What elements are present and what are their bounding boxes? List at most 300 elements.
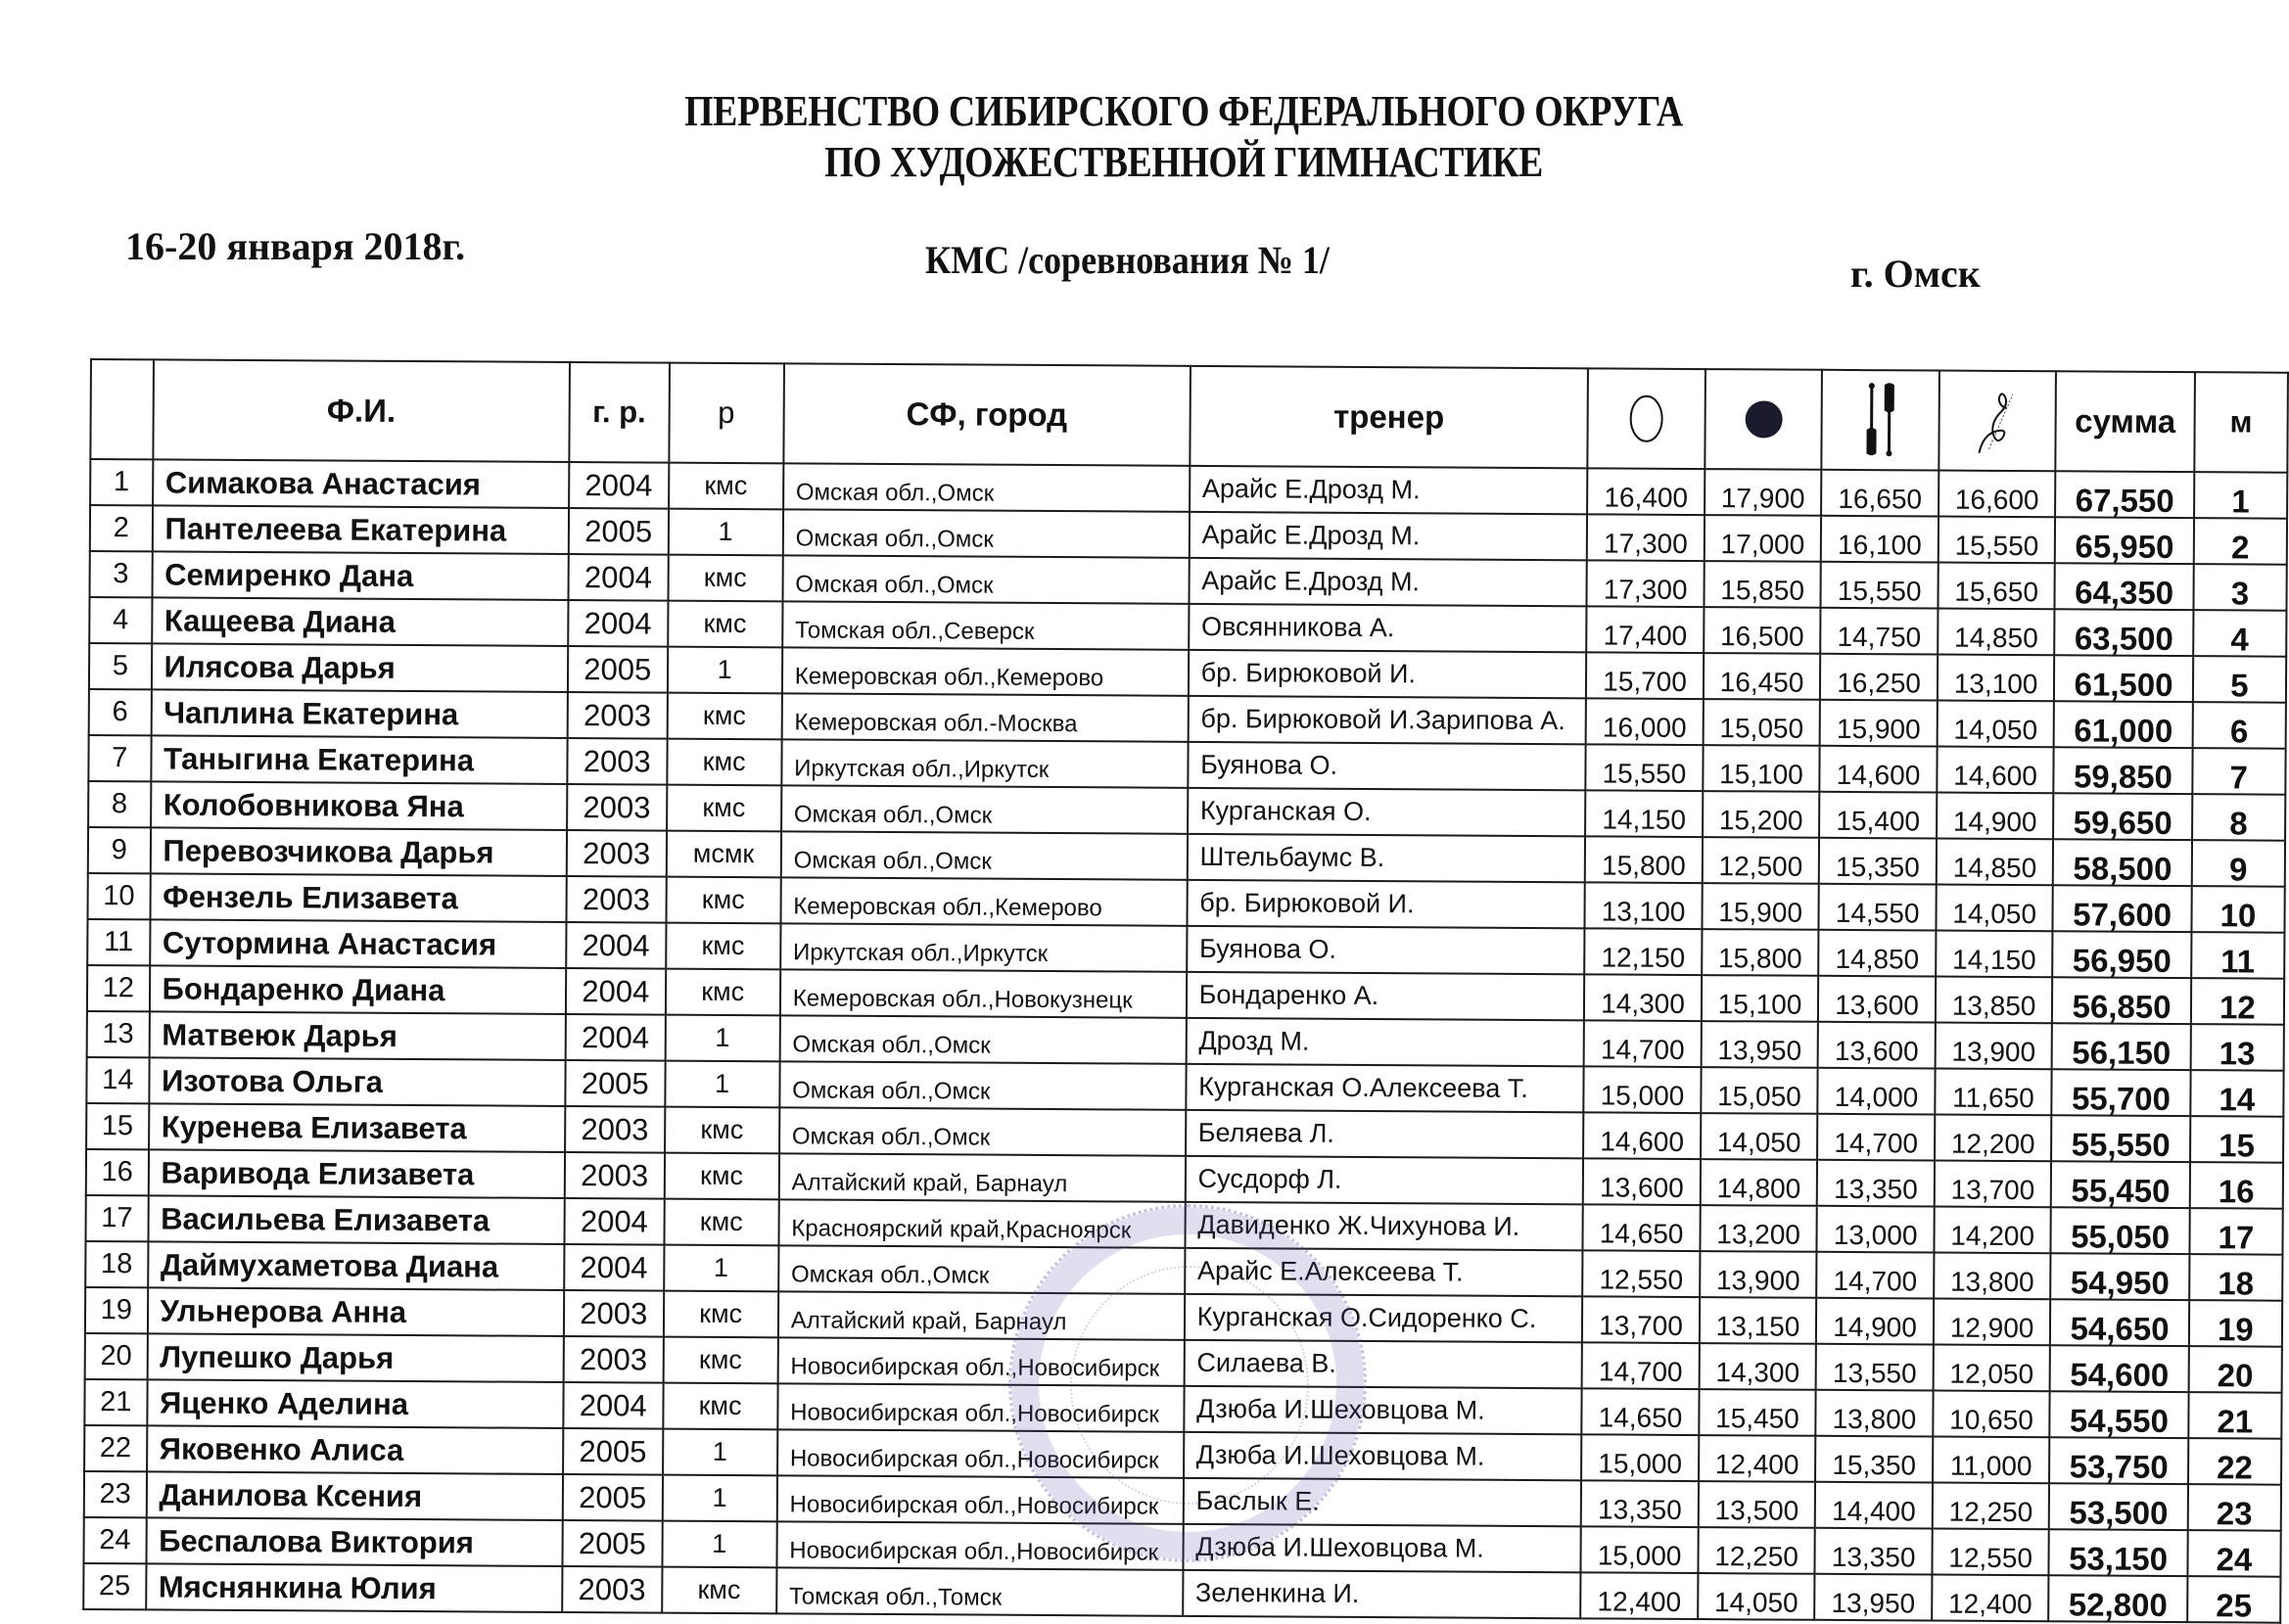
athlete-name: Изотова Ольга: [161, 1062, 384, 1099]
final-place: 4: [2230, 620, 2249, 657]
score-hoop: 13,700: [1599, 1309, 1683, 1341]
score-ball-cell: [1700, 1205, 1817, 1252]
score-ribbon: 15,650: [1954, 576, 2039, 607]
coach-name: Курганская О.Сидоренко С.: [1196, 1301, 1537, 1334]
score-clubs: 14,750: [1837, 621, 1922, 652]
sport-rank-cell: [665, 969, 779, 1016]
row-number-cell: [85, 1333, 148, 1379]
row-number: 1: [113, 466, 130, 498]
score-hoop-cell: [1581, 1526, 1699, 1573]
col-header-number: [90, 359, 153, 459]
athlete-name-cell: [151, 781, 568, 830]
row-number-cell: [88, 827, 151, 873]
score-clubs: 13,000: [1833, 1219, 1918, 1250]
final-place-cell: [2191, 978, 2285, 1025]
score-ball-cell: [1705, 469, 1822, 516]
score-clubs-cell: [1819, 884, 1937, 931]
sport-rank: кмс: [703, 608, 747, 639]
final-place: 10: [2219, 896, 2257, 934]
birth-year-cell: [567, 830, 667, 877]
region-city: Красноярский край,Красноярск: [791, 1214, 1132, 1244]
athlete-name: Кащеева Диана: [164, 602, 397, 639]
sport-rank: 1: [713, 1252, 729, 1282]
total-score: 53,750: [2069, 1447, 2169, 1485]
score-hoop-cell: [1581, 1434, 1699, 1481]
total-score-cell: [2051, 1253, 2190, 1300]
score-ribbon: 14,600: [1953, 760, 2037, 791]
row-number: 22: [99, 1432, 132, 1464]
score-hoop: 14,700: [1598, 1355, 1683, 1387]
final-place-cell: [2192, 794, 2286, 841]
row-number-cell: [84, 1379, 147, 1425]
score-ribbon-cell: [1937, 747, 2054, 794]
region-city-cell: [778, 1153, 1185, 1202]
score-ball-cell: [1702, 883, 1819, 930]
score-ribbon-cell: [1938, 609, 2055, 656]
coach-name-cell: [1186, 1110, 1584, 1158]
coach-name: Баслык Е.: [1195, 1485, 1320, 1516]
birth-year: 2004: [584, 467, 653, 503]
region-city: Иркутская обл.,Иркутск: [794, 754, 1050, 783]
total-score: 55,450: [2071, 1171, 2171, 1209]
birth-year-cell: [568, 600, 668, 647]
final-place: 11: [2220, 942, 2256, 980]
birth-year: 2003: [581, 1111, 649, 1146]
sport-rank: кмс: [699, 1298, 743, 1329]
score-hoop: 13,350: [1597, 1493, 1682, 1525]
birth-year-cell: [566, 922, 666, 969]
row-number: 7: [112, 742, 128, 774]
sport-rank: кмс: [703, 562, 747, 593]
score-ribbon: 13,850: [1951, 990, 2036, 1021]
athlete-name: Бондаренко Диана: [162, 970, 445, 1007]
score-hoop-cell: [1582, 1388, 1700, 1435]
region-city-cell: [776, 1475, 1183, 1524]
score-clubs: 15,550: [1837, 575, 1922, 606]
sport-rank-cell: [667, 693, 781, 740]
row-number-cell: [85, 1195, 148, 1241]
score-clubs-cell: [1816, 1298, 1934, 1345]
sport-rank: кмс: [697, 1574, 741, 1605]
athlete-name: Таныгина Екатерина: [163, 740, 475, 777]
score-ribbon-cell: [1936, 977, 2053, 1024]
sport-rank: кмс: [701, 884, 745, 915]
sport-rank-cell: [665, 1107, 779, 1154]
total-score: 53,500: [2069, 1493, 2169, 1531]
score-clubs: 15,350: [1832, 1449, 1917, 1480]
athlete-name-cell: [147, 1287, 564, 1336]
col-header-hoop: [1588, 368, 1705, 469]
score-ribbon-cell: [1935, 1023, 2052, 1070]
score-clubs: 13,350: [1831, 1541, 1916, 1572]
score-clubs-cell: [1820, 654, 1938, 701]
region-city: Новосибирская обл.,Новосибирск: [790, 1398, 1159, 1428]
competition-name: КМС /соревнования № 1/: [925, 238, 1330, 282]
score-clubs-cell: [1815, 1482, 1933, 1529]
total-score: 55,550: [2071, 1125, 2171, 1163]
coach-name-cell: [1184, 1386, 1582, 1434]
score-ball: 17,000: [1720, 528, 1805, 560]
athlete-name: Данилова Ксения: [159, 1476, 423, 1513]
athlete-name: Лупешко Дарья: [160, 1338, 395, 1375]
score-ball-cell: [1704, 561, 1821, 608]
score-clubs: 13,600: [1835, 989, 1919, 1020]
total-score: 61,500: [2074, 665, 2173, 703]
region-city-cell: [779, 1107, 1186, 1156]
row-number-cell: [83, 1517, 146, 1563]
score-hoop: 15,000: [1597, 1539, 1682, 1571]
score-ribbon: 12,900: [1949, 1312, 2034, 1343]
score-clubs: 14,900: [1833, 1311, 1917, 1342]
coach-name: Овсянникова А.: [1200, 611, 1395, 643]
sport-rank-cell: [663, 1291, 777, 1338]
sport-rank-cell: [667, 647, 781, 694]
score-hoop: 14,600: [1600, 1125, 1685, 1157]
sport-rank-cell: [669, 463, 783, 510]
score-clubs-cell: [1817, 1206, 1935, 1253]
region-city: Омская обл.,Омск: [795, 478, 995, 507]
total-score: 55,700: [2071, 1079, 2172, 1117]
row-number: 14: [102, 1064, 134, 1096]
score-ball-cell: [1702, 975, 1819, 1022]
birth-year-cell: [568, 646, 668, 693]
final-place: 8: [2229, 804, 2248, 841]
row-number-cell: [86, 1149, 149, 1195]
birth-year-cell: [566, 876, 666, 923]
sport-rank-cell: [665, 1015, 779, 1062]
row-number: 11: [103, 926, 134, 958]
score-ball-cell: [1703, 791, 1820, 838]
birth-year: 2003: [583, 743, 651, 779]
score-ribbon: 11,000: [1949, 1450, 2032, 1481]
athlete-name-cell: [148, 1241, 565, 1290]
sport-rank: 1: [712, 1482, 727, 1512]
coach-name-cell: [1188, 788, 1586, 836]
score-hoop-cell: [1583, 1204, 1701, 1251]
region-city-cell: [781, 785, 1188, 834]
final-place-cell: [2193, 656, 2287, 703]
region-city: Новосибирская обл.,Новосибирск: [789, 1536, 1159, 1566]
score-clubs: 16,100: [1838, 529, 1922, 560]
score-ribbon-cell: [1937, 793, 2054, 840]
region-city: Кемеровская обл.,Кемерово: [794, 662, 1104, 691]
athlete-name-cell: [151, 643, 568, 692]
sport-rank: кмс: [704, 470, 748, 501]
athlete-name-cell: [153, 459, 570, 508]
birth-year: 2004: [584, 559, 653, 595]
coach-name-cell: [1187, 834, 1585, 882]
ball-icon: [1742, 397, 1785, 441]
score-hoop-cell: [1584, 974, 1702, 1021]
final-place: 22: [2217, 1448, 2253, 1486]
region-city-cell: [783, 509, 1190, 558]
athlete-name: Мяснянкина Юлия: [158, 1568, 437, 1605]
score-ribbon: 12,200: [1950, 1128, 2035, 1159]
score-ribbon: 14,850: [1952, 852, 2037, 883]
birth-year: 2004: [581, 1019, 650, 1055]
athlete-name-cell: [146, 1471, 563, 1520]
score-hoop-cell: [1580, 1572, 1698, 1619]
coach-name-cell: [1186, 1064, 1584, 1112]
birth-year: 2005: [581, 1065, 649, 1100]
athlete-name: Пантелеева Екатерина: [164, 510, 507, 548]
birth-year-cell: [565, 1106, 665, 1153]
coach-name: бр. Бирюковой И.: [1200, 657, 1417, 689]
score-ball-cell: [1699, 1389, 1816, 1436]
coach-name: Дзюба И.Шеховцова М.: [1195, 1531, 1484, 1563]
score-clubs-cell: [1818, 1068, 1936, 1115]
athlete-name: Куренева Елизавета: [161, 1108, 467, 1145]
coach-name: Давиденко Ж.Чихунова И.: [1197, 1209, 1520, 1241]
score-ball-cell: [1701, 1021, 1818, 1068]
sport-rank-cell: [666, 877, 780, 924]
athlete-name: Семиренко Дана: [164, 556, 414, 593]
athlete-name-cell: [147, 1379, 564, 1428]
score-clubs-cell: [1820, 700, 1938, 747]
score-hoop-cell: [1584, 1020, 1702, 1067]
total-score-cell: [2055, 517, 2194, 564]
score-ball-cell: [1699, 1343, 1816, 1390]
score-clubs-cell: [1821, 608, 1939, 655]
score-clubs: 13,550: [1832, 1357, 1917, 1388]
athlete-name-cell: [147, 1425, 564, 1474]
score-ribbon-cell: [1934, 1207, 2051, 1254]
total-score: 59,850: [2073, 757, 2173, 795]
athlete-name: Фензель Елизавета: [163, 878, 458, 915]
score-ball-cell: [1703, 837, 1820, 884]
birth-year: 2003: [582, 881, 650, 917]
sport-rank-cell: [664, 1199, 778, 1246]
coach-name: Курганская О.Алексеева Т.: [1198, 1071, 1528, 1103]
score-ball: 15,900: [1718, 896, 1803, 928]
score-ribbon: 16,600: [1954, 484, 2039, 515]
score-ball: 14,300: [1715, 1356, 1800, 1388]
score-ribbon: 12,050: [1949, 1358, 2034, 1389]
score-clubs: 15,350: [1836, 851, 1920, 882]
athlete-name: Перевозчикова Дарья: [163, 832, 494, 870]
sport-rank: кмс: [701, 930, 745, 961]
athlete-name: Варивода Елизавета: [161, 1154, 475, 1191]
score-clubs: 13,350: [1834, 1173, 1918, 1204]
coach-name: Бондаренко А.: [1198, 979, 1379, 1011]
total-score-cell: [2051, 1207, 2190, 1254]
score-hoop: 13,100: [1601, 895, 1686, 927]
birth-year-cell: [564, 1336, 664, 1383]
row-number-cell: [87, 965, 150, 1011]
final-place-cell: [2190, 1070, 2284, 1117]
document-title-line2: ПО ХУДОЖЕСТВЕННОЙ ГИМНАСТИКЕ: [824, 138, 1543, 186]
row-number-cell: [83, 1563, 146, 1609]
score-hoop-cell: [1587, 468, 1705, 515]
coach-name-cell: [1187, 972, 1585, 1020]
region-city-cell: [776, 1567, 1183, 1616]
athlete-name: Даймухаметова Диана: [160, 1246, 499, 1284]
region-city: Омская обл.,Омск: [790, 1260, 990, 1289]
score-ball: 15,100: [1719, 758, 1803, 790]
sport-rank: кмс: [702, 700, 746, 731]
row-number: 16: [101, 1156, 133, 1188]
final-place-cell: [2189, 1300, 2283, 1347]
final-place-cell: [2193, 610, 2287, 657]
birth-year-cell: [563, 1474, 663, 1521]
total-score-cell: [2048, 1575, 2187, 1622]
total-score-cell: [2054, 701, 2193, 748]
score-ribbon-cell: [1938, 563, 2055, 610]
score-clubs: 14,600: [1836, 759, 1921, 790]
score-hoop: 13,600: [1599, 1171, 1684, 1203]
sport-rank: кмс: [698, 1344, 742, 1375]
total-score-cell: [2053, 931, 2192, 978]
score-ball: 15,800: [1717, 942, 1802, 974]
final-place: 24: [2216, 1540, 2253, 1578]
row-number-cell: [85, 1241, 148, 1287]
score-ribbon-cell: [1939, 517, 2056, 564]
sport-rank-cell: [667, 785, 781, 832]
row-number-cell: [88, 781, 151, 827]
row-number: 15: [101, 1110, 134, 1142]
final-place: 1: [2231, 482, 2250, 519]
birth-year: 2005: [584, 513, 653, 549]
region-city: Омская обл.,Омск: [792, 1076, 991, 1105]
region-city: Кемеровская обл.-Москва: [794, 708, 1078, 737]
final-place-cell: [2193, 564, 2287, 611]
athlete-name-cell: [152, 505, 569, 554]
score-hoop-cell: [1582, 1250, 1700, 1297]
total-score: 53,150: [2069, 1539, 2169, 1577]
score-ribbon-cell: [1939, 471, 2056, 518]
row-number: 18: [100, 1248, 133, 1280]
birth-year-cell: [564, 1290, 664, 1337]
birth-year: 2003: [578, 1571, 646, 1606]
score-hoop: 12,550: [1599, 1263, 1684, 1295]
sport-rank-cell: [668, 509, 782, 556]
row-number-cell: [86, 1057, 149, 1103]
score-ball: 15,100: [1717, 988, 1802, 1020]
final-place-cell: [2190, 1116, 2284, 1163]
coach-name-cell: [1185, 1294, 1583, 1342]
sport-rank: 1: [717, 654, 732, 685]
birth-year: 2005: [579, 1433, 647, 1468]
score-ball: 14,800: [1716, 1172, 1801, 1204]
score-ball-cell: [1700, 1251, 1817, 1298]
results-table: [82, 358, 2289, 1624]
athlete-name-cell: [148, 1195, 565, 1244]
region-city-cell: [777, 1383, 1184, 1432]
score-ball-cell: [1704, 607, 1821, 654]
final-place-cell: [2192, 748, 2286, 795]
region-city-cell: [780, 923, 1187, 972]
score-hoop: 14,150: [1602, 803, 1687, 835]
final-place-cell: [2194, 472, 2288, 519]
sport-rank-cell: [664, 1153, 778, 1200]
total-score: 63,500: [2074, 619, 2173, 657]
score-clubs-cell: [1815, 1528, 1933, 1575]
score-ribbon: 14,050: [1952, 898, 2037, 929]
final-place: 5: [2230, 666, 2249, 703]
sport-rank: 1: [718, 516, 733, 547]
total-score-cell: [2051, 1161, 2190, 1208]
birth-year: 2004: [582, 973, 650, 1009]
athlete-name-cell: [151, 735, 568, 784]
score-clubs-cell: [1821, 562, 1939, 609]
final-place: 13: [2219, 1034, 2256, 1072]
score-ball-cell: [1701, 1159, 1818, 1206]
score-ribbon-cell: [1935, 1161, 2052, 1208]
total-score: 59,650: [2073, 803, 2172, 841]
score-ribbon: 14,050: [1953, 714, 2038, 745]
score-ribbon: 11,650: [1952, 1082, 2034, 1113]
table-header-row: [90, 359, 2288, 473]
region-city: Новосибирская обл.,Новосибирск: [789, 1490, 1159, 1520]
sport-rank: мсмк: [692, 838, 755, 869]
coach-name-cell: [1184, 1432, 1582, 1480]
coach-name-cell: [1184, 1340, 1582, 1388]
coach-name-cell: [1183, 1524, 1581, 1572]
row-number: 20: [100, 1340, 132, 1372]
score-ribbon-cell: [1933, 1437, 2050, 1484]
score-clubs: 14,400: [1831, 1495, 1916, 1526]
athlete-name-cell: [150, 873, 567, 922]
coach-name-cell: [1187, 880, 1585, 928]
athlete-name: Сутормина Анастасия: [162, 924, 497, 962]
row-number-cell: [89, 643, 152, 689]
birth-year-cell: [563, 1428, 663, 1475]
score-ball: 14,050: [1716, 1126, 1801, 1158]
athlete-name-cell: [148, 1149, 565, 1198]
total-score-cell: [2054, 747, 2193, 794]
region-city: Омская обл.,Омск: [795, 570, 994, 599]
col-header-sum: сумма: [2056, 371, 2195, 472]
total-score-cell: [2049, 1483, 2188, 1530]
score-hoop: 14,700: [1600, 1033, 1685, 1065]
coach-name: Дрозд М.: [1198, 1025, 1310, 1056]
row-number: 2: [113, 512, 129, 544]
score-ribbon: 10,650: [1949, 1404, 2033, 1435]
score-clubs: 15,400: [1836, 805, 1921, 836]
region-city-cell: [779, 1015, 1186, 1064]
birth-year: 2003: [579, 1341, 648, 1376]
col-header-clubs: [1822, 370, 1939, 471]
score-ball-cell: [1703, 745, 1820, 792]
score-ball: 13,950: [1717, 1034, 1802, 1066]
score-ribbon: 15,550: [1954, 530, 2039, 561]
score-ball: 12,250: [1714, 1540, 1799, 1572]
row-number: 5: [112, 650, 129, 682]
row-number: 10: [103, 880, 135, 912]
score-ball-cell: [1704, 653, 1821, 700]
total-score-cell: [2051, 1115, 2190, 1162]
total-score: 56,950: [2072, 941, 2172, 979]
row-number-cell: [87, 1011, 150, 1057]
sport-rank-cell: [662, 1475, 776, 1522]
row-number-cell: [90, 459, 153, 505]
row-number: 25: [98, 1570, 131, 1602]
region-city: Омская обл.,Омск: [791, 1122, 991, 1151]
sport-rank-cell: [664, 1245, 778, 1292]
score-ribbon-cell: [1938, 655, 2055, 702]
score-hoop: 17,400: [1603, 619, 1688, 651]
birth-year-cell: [569, 554, 669, 601]
total-score-cell: [2050, 1299, 2189, 1346]
row-number-cell: [84, 1471, 147, 1517]
row-number: 3: [113, 558, 129, 590]
coach-name-cell: [1189, 604, 1587, 652]
total-score: 54,650: [2070, 1309, 2170, 1347]
score-hoop-cell: [1585, 836, 1703, 883]
birth-year: 2003: [583, 789, 651, 825]
total-score: 64,350: [2075, 573, 2174, 611]
final-place: 21: [2217, 1402, 2254, 1440]
